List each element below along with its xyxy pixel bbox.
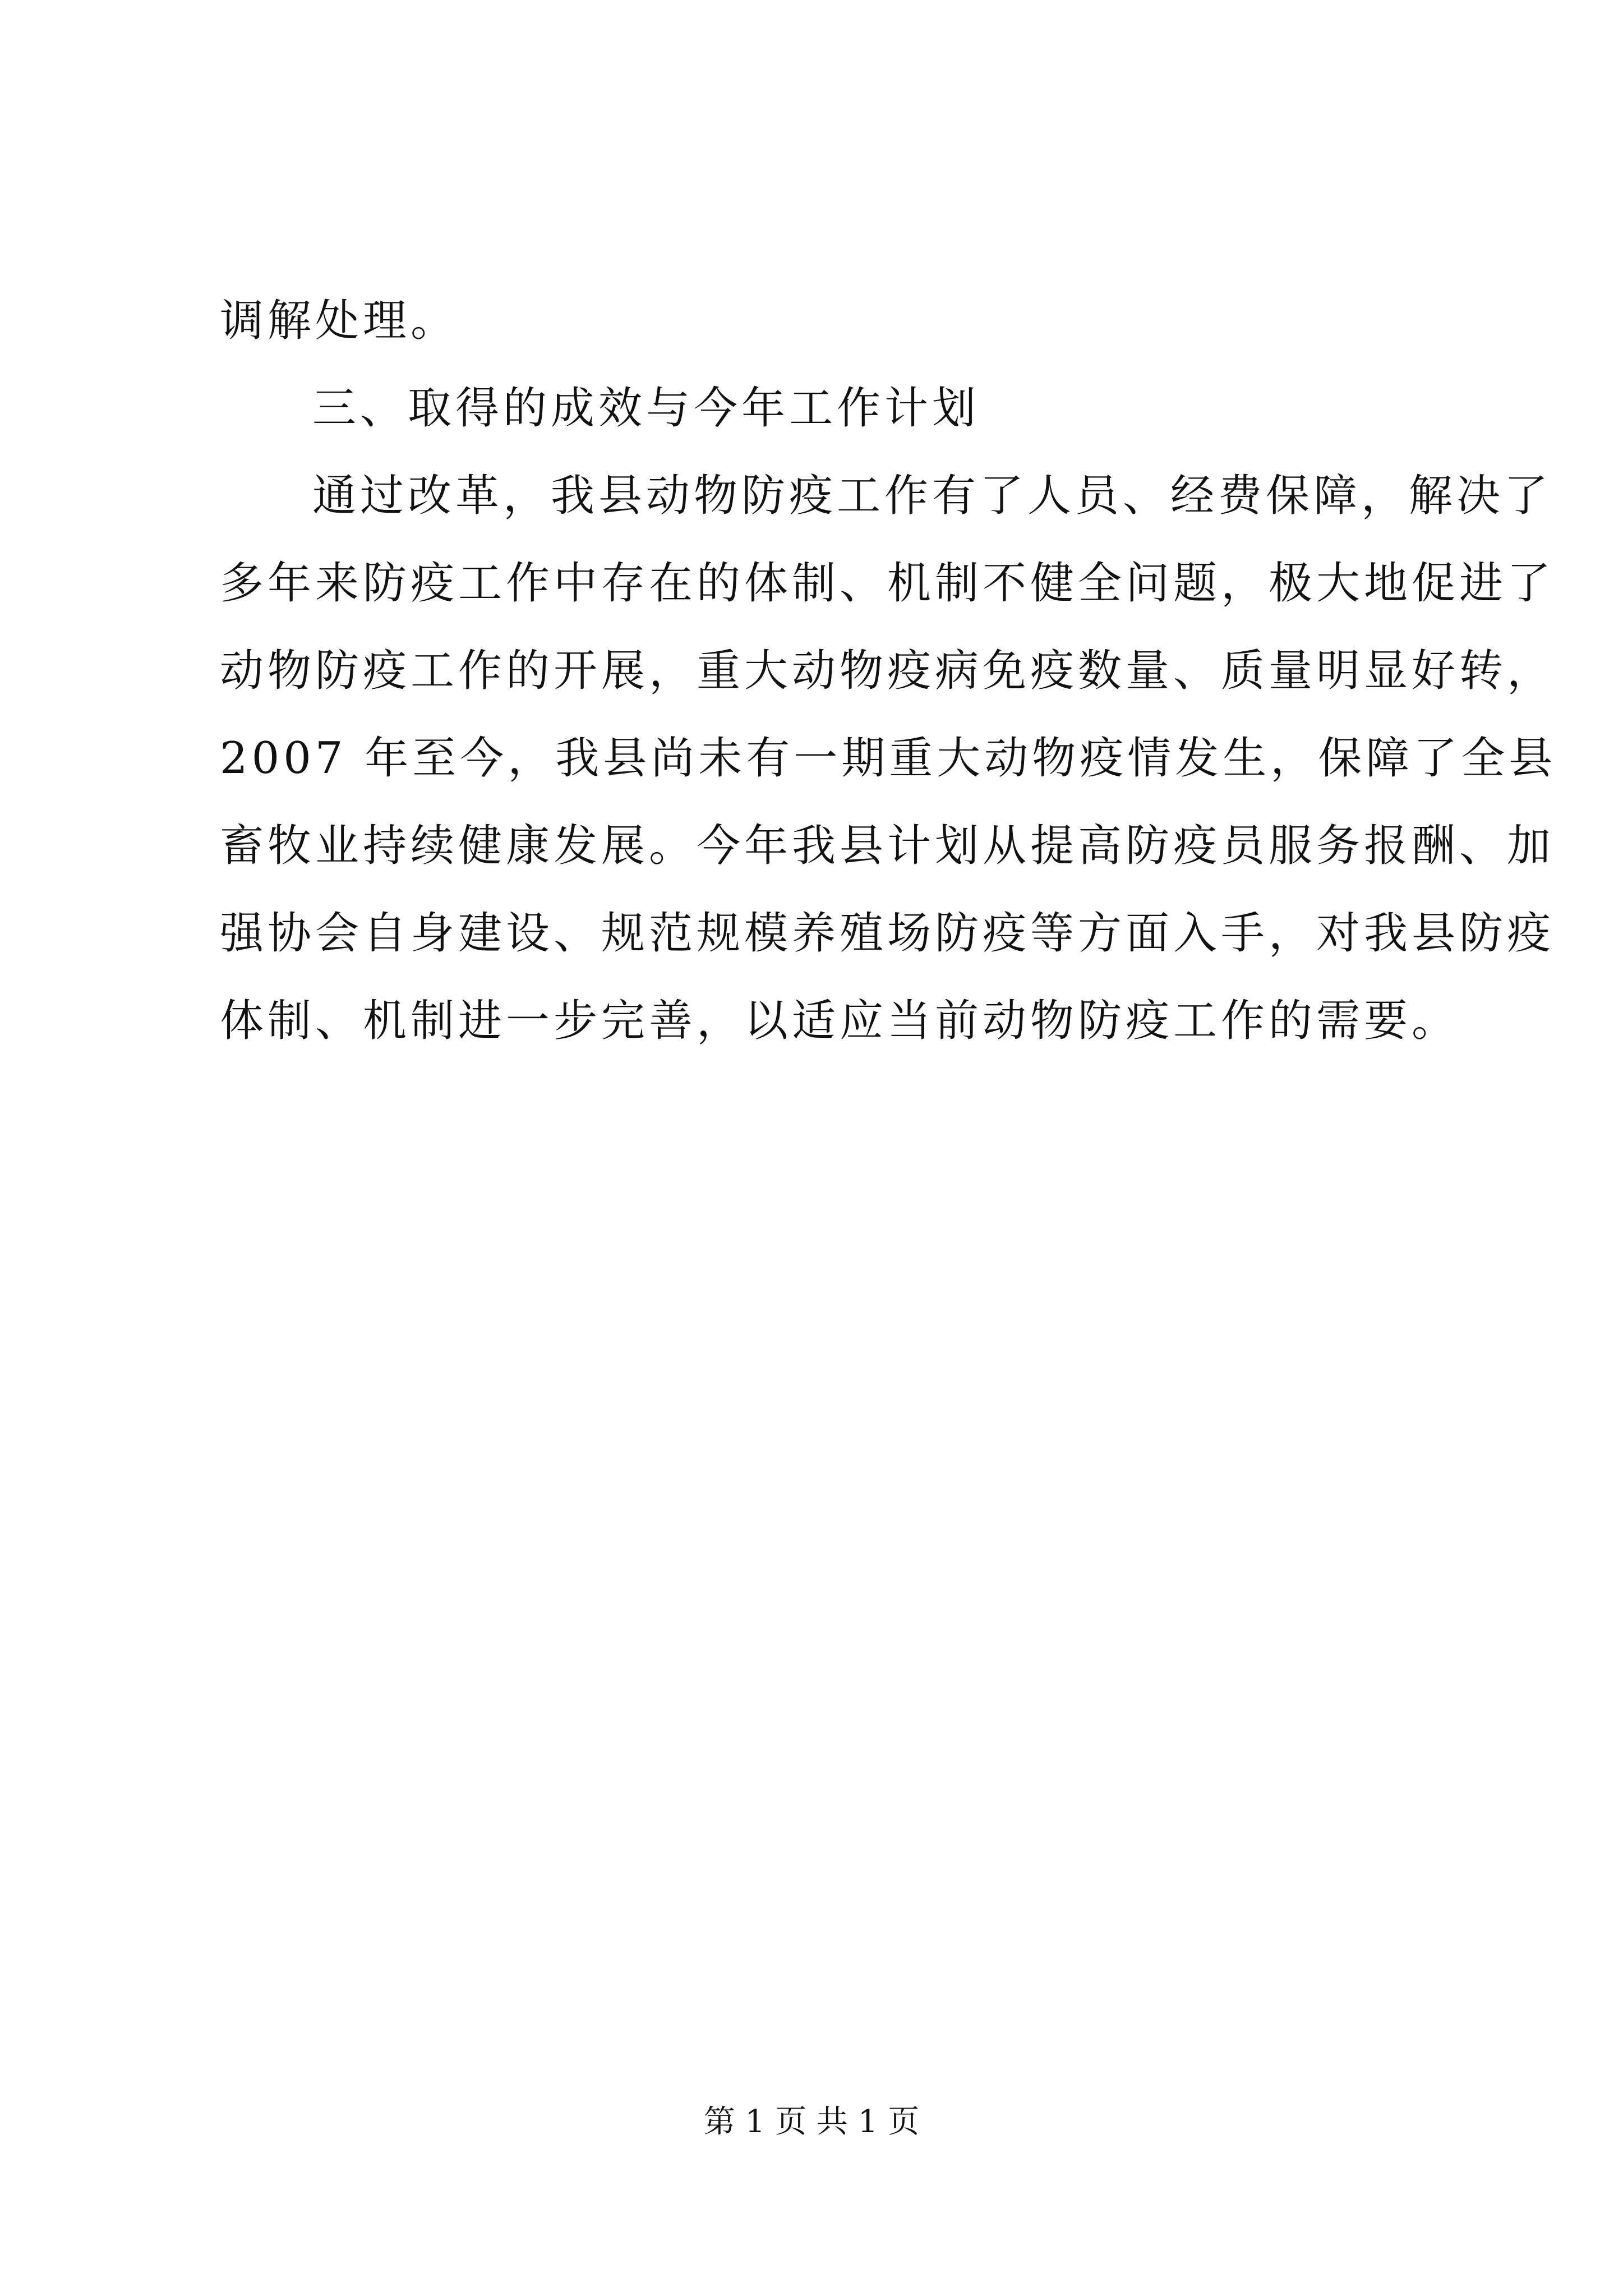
paragraph-line: 动物防疫工作的开展，重大动物疫病免疫数量、质量明显好转，	[220, 646, 1555, 696]
page-number-label: 第 1 页 共 1 页	[703, 2104, 920, 2140]
paragraph-line: 畜牧业持续健康发展。今年我县计划从提高防疫员服务报酬、加	[220, 821, 1555, 871]
paragraph-line: 通过改革，我县动物防疫工作有了人员、经费保障，解决了	[312, 471, 1552, 521]
paragraph-line: 2007 年至今，我县尚未有一期重大动物疫情发生，保障了全县	[220, 733, 1557, 784]
paragraph-line: 体制、机制进一步完善，以适应当前动物防疫工作的需要。	[220, 996, 1460, 1046]
page-footer	[0, 2101, 1623, 2143]
paragraph-line: 多年来防疫工作中存在的体制、机制不健全问题，极大地促进了	[220, 558, 1555, 609]
body-text	[220, 292, 1557, 1079]
section-heading: 三、取得的成效与今年工作计划	[312, 383, 980, 434]
paragraph-line: 强协会自身建设、规范规模养殖场防疫等方面入手，对我县防疫	[220, 908, 1555, 959]
text-line-continuation: 调解处理。	[220, 296, 459, 346]
